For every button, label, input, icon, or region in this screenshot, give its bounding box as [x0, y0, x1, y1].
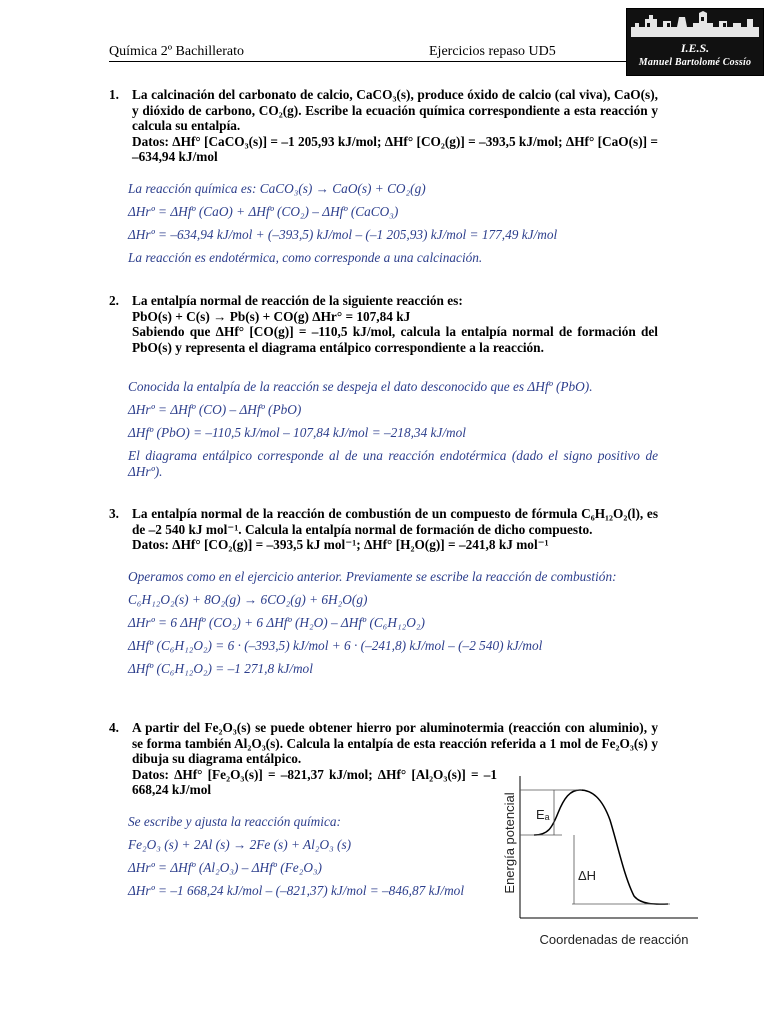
exercise-number: 2. [109, 293, 119, 308]
answer-line: ΔHrº = 6 ΔHfº (CO₂) + 6 ΔHfº (H₂O) – ΔHfº (C₆H₁₂O₂) [128, 614, 425, 630]
castle-skyline-icon [627, 9, 763, 39]
question-reaction-line: PbO(s) + C(s) → Pb(s) + CO(g) ΔHr° = 107,84 kJ [132, 308, 411, 324]
exercise-number: 3. [109, 506, 119, 521]
header-rule [109, 61, 629, 62]
answer-line: ΔHrº = –634,94 kJ/mol + (–393,5) kJ/mol – (–1 205,93) kJ/mol = 177,49 kJ/mol [128, 226, 558, 242]
document-title: Ejercicios repaso UD5 [429, 44, 556, 59]
answer-line: ΔHfº (C₆H₁₂O₂) = 6 · (–393,5) kJ/mol + 6 · (–241,8) kJ/mol – (–2 540) kJ/mol [128, 637, 543, 653]
answer-line: Se escribe y ajusta la reacción química: [128, 813, 341, 829]
energy-diagram [500, 768, 705, 953]
question-data-line: Datos: ΔHf° [CaCO₃(s)] = –1 205,93 kJ/mol; ΔHf° [CO₂(g)] = –393,5 kJ/mol; ΔHf° [CaO(s)] = –634,94 kJ/mol [132, 133, 658, 164]
ea-label: Eₐ [536, 807, 550, 822]
answer-line: Operamos como en el ejercicio anterior. Previamente se escribe la reacción de combustión: [128, 568, 617, 584]
exercise-3 [109, 506, 658, 684]
answer-line: La reacción química es: CaCO₃(s) → CaO(s) + CO₂(g) [128, 180, 426, 196]
exercise-3-question [109, 506, 658, 553]
question-data-line: Datos: ΔHf° [Fe₂O₃(s)] = –821,37 kJ/mol; ΔHf° [Al₂O₃(s)] = –1 668,24 kJ/mol [132, 766, 497, 797]
question-data-line: Datos: ΔHf° [CO₂(g)] = –393,5 kJ mol⁻¹; ΔHf° [H₂O(g)] = –241,8 kJ mol⁻¹ [132, 537, 549, 552]
answer-line: ΔHrº = ΔHfº (CO) – ΔHfº (PbO) [128, 402, 302, 417]
exercise-2-answer [128, 379, 658, 480]
exercise-3-answer [128, 569, 658, 677]
question-line: Sabiendo que ΔHf° [CO(g)] = –110,5 kJ/mol, calcula la entalpía normal de formación del PbO(s) y representa el diagrama entálpico correspondiente a la reacción. [132, 324, 658, 355]
question-line: La entalpía normal de reacción de la siguiente reacción es: [132, 293, 463, 308]
question-line: A partir del Fe₂O₃(s) se puede obtener hierro por aluminotermia (reacción con aluminio), y se forma también Al₂O₃(s). Calcula la entalpía de esta reacción referida a 1 mol de Fe₂O₃(s) y dibuja su diagrama entálpico. [132, 720, 658, 766]
question-line: La entalpía normal de la reacción de combustión de un compuesto de fórmula C₆H₁₂O₂(l), es de –2 540 kJ mol⁻¹. Calcula la entalpía normal de formación de dicho compuesto. [132, 506, 658, 537]
course-title: Química 2º Bachillerato [109, 44, 244, 59]
diagram-y-label: Energía potencial [502, 792, 517, 894]
exercise-number: 1. [109, 87, 119, 102]
answer-line: ΔHrº = ΔHfº (Al₂O₃) – ΔHfº (Fe₂O₃) [128, 859, 322, 875]
answer-line: Conocida la entalpía de la reacción se despeja el dato desconocido que es ΔHfº (PbO). [128, 379, 593, 394]
dh-label: ΔH [578, 868, 597, 883]
exercise-number: 4. [109, 720, 119, 735]
exercise-2 [109, 293, 658, 487]
school-logo [626, 8, 764, 76]
answer-line: ΔHrº = ΔHfº (CaO) + ΔHfº (CO₂) – ΔHfº (CaCO₃) [128, 203, 399, 219]
question-line: La calcinación del carbonato de calcio, CaCO₃(s), produce óxido de calcio (cal viva), CaO(s), y dióxido de carbono, CO₂(g). Escribe la ecuación química correspondiente a esta reacción y calcula su entalpía. [132, 87, 658, 133]
answer-line: Fe₂O₃ (s) + 2Al (s) → 2Fe (s) + Al₂O₃ (s) [128, 836, 352, 852]
exercise-4-answer [128, 814, 493, 899]
answer-line: C₆H₁₂O₂(s) + 8O₂(g) → 6CO₂(g) + 6H₂O(g) [128, 591, 368, 607]
exercise-1 [109, 87, 658, 273]
logo-line-2: Manuel Bartolomé Cossío [638, 57, 752, 68]
exercise-2-question [109, 293, 658, 355]
logo-line-1: I.E.S. [680, 41, 710, 55]
answer-line: ΔHfº (PbO) = –110,5 kJ/mol – 107,84 kJ/mol = –218,34 kJ/mol [128, 425, 466, 440]
exercise-1-question [109, 87, 658, 165]
answer-line: ΔHrº = –1 668,24 kJ/mol – (–821,37) kJ/mol = –846,87 kJ/mol [128, 882, 465, 898]
answer-line: La reacción es endotérmica, como corresponde a una calcinación. [128, 249, 483, 265]
answer-line: ΔHfº (C₆H₁₂O₂) = –1 271,8 kJ/mol [128, 660, 313, 676]
answer-line: El diagrama entálpico corresponde al de una reacción endotérmica (dado el signo positivo de ΔHrº). [128, 448, 658, 479]
exercise-1-answer [128, 181, 658, 266]
diagram-x-label: Coordenadas de reacción [539, 932, 689, 947]
